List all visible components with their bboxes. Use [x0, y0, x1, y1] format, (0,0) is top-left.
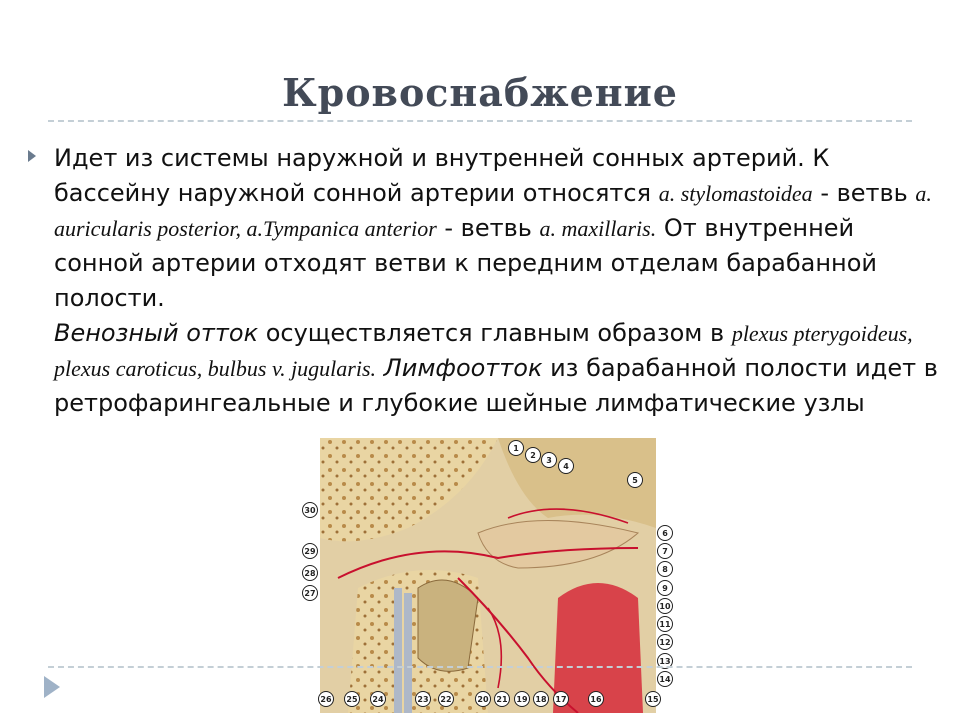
body-paragraph	[54, 141, 944, 421]
callout-label-27: 27	[304, 589, 316, 598]
callout-26	[319, 692, 334, 707]
callout-label-6: 6	[662, 529, 668, 538]
callout-16	[589, 692, 604, 707]
callout-label-23: 23	[417, 695, 429, 704]
callout-label-17: 17	[555, 695, 567, 704]
next-slide-arrow-icon[interactable]	[44, 676, 60, 698]
callout-label-14: 14	[659, 675, 671, 684]
callout-label-20: 20	[477, 695, 489, 704]
emphasis-lymph: Лимфоотток	[383, 354, 543, 382]
callout-label-5: 5	[632, 476, 638, 485]
callout-8	[658, 562, 673, 577]
callout-label-19: 19	[516, 695, 528, 704]
top-divider	[48, 120, 912, 122]
callout-label-12: 12	[659, 638, 671, 647]
callout-27	[303, 586, 318, 601]
callout-label-25: 25	[346, 695, 358, 704]
callout-label-13: 13	[659, 657, 671, 666]
callout-1	[509, 441, 524, 456]
body-text-5: осуществляется главным образом в	[258, 319, 732, 347]
callout-14	[658, 672, 673, 687]
anatomy-illustration	[298, 438, 678, 713]
callout-10	[658, 599, 673, 614]
callout-22	[439, 692, 454, 707]
callout-label-3: 3	[546, 456, 552, 465]
latin-term-4: plexus pterygoideus, plexus caroticus, bulbus v. jugularis.	[54, 321, 913, 381]
callout-20	[476, 692, 491, 707]
body-text-6: из барабанной полости идет в ретрофарингеальные и глубокие шейные лимфатические узлы	[54, 354, 938, 417]
callout-label-22: 22	[440, 695, 452, 704]
callout-4	[559, 459, 574, 474]
callout-label-7: 7	[662, 547, 668, 556]
callout-label-29: 29	[304, 547, 316, 556]
callout-15	[646, 692, 661, 707]
callout-21	[495, 692, 510, 707]
callout-label-9: 9	[662, 584, 668, 593]
latin-term-1: a. stylomastoidea	[658, 181, 813, 206]
body-text-2: - ветвь	[812, 179, 916, 207]
bullet-arrow-icon	[28, 150, 36, 162]
callout-2	[526, 448, 541, 463]
callout-label-10: 10	[659, 602, 671, 611]
callout-11	[658, 617, 673, 632]
body-text-3: - ветвь	[436, 214, 540, 242]
callout-label-8: 8	[662, 565, 668, 574]
callout-label-2: 2	[530, 451, 536, 460]
callout-label-24: 24	[372, 695, 384, 704]
callout-12	[658, 635, 673, 650]
latin-term-2: a. auricularis posterior, a.Tympanica anterior	[54, 181, 932, 241]
callout-label-1: 1	[513, 444, 519, 453]
callout-29	[303, 544, 318, 559]
callout-30	[303, 503, 318, 518]
callout-label-21: 21	[496, 695, 508, 704]
callout-25	[345, 692, 360, 707]
emphasis-venous: Венозный отток	[54, 319, 259, 347]
body-text-4: От внутренней сонной артерии отходят ветви к передним отделам барабанной полости.	[54, 214, 877, 312]
callout-label-15: 15	[647, 695, 659, 704]
latin-term-3: a. maxillaris.	[539, 216, 657, 241]
callout-label-30: 30	[304, 506, 316, 515]
callout-7	[658, 544, 673, 559]
slide-title: Кровоснабжение	[282, 70, 678, 115]
callout-label-28: 28	[304, 569, 316, 578]
ossicle-region	[418, 580, 478, 671]
callout-5	[628, 473, 643, 488]
callout-19	[515, 692, 530, 707]
callout-28	[303, 566, 318, 581]
anatomy-drawing	[298, 438, 678, 713]
callout-6	[658, 526, 673, 541]
callout-3	[542, 453, 557, 468]
body-text-1: Идет из системы наружной и внутренней сонных артерий. К бассейну наружной сонной артерии относятся	[54, 144, 830, 207]
callout-24	[371, 692, 386, 707]
callout-label-26: 26	[320, 695, 332, 704]
callout-label-4: 4	[563, 462, 569, 471]
callout-18	[534, 692, 549, 707]
callout-23	[416, 692, 431, 707]
callout-label-16: 16	[590, 695, 602, 704]
callout-17	[554, 692, 569, 707]
callout-label-11: 11	[659, 620, 671, 629]
bottom-divider	[48, 666, 912, 668]
callout-9	[658, 581, 673, 596]
callout-label-18: 18	[535, 695, 547, 704]
